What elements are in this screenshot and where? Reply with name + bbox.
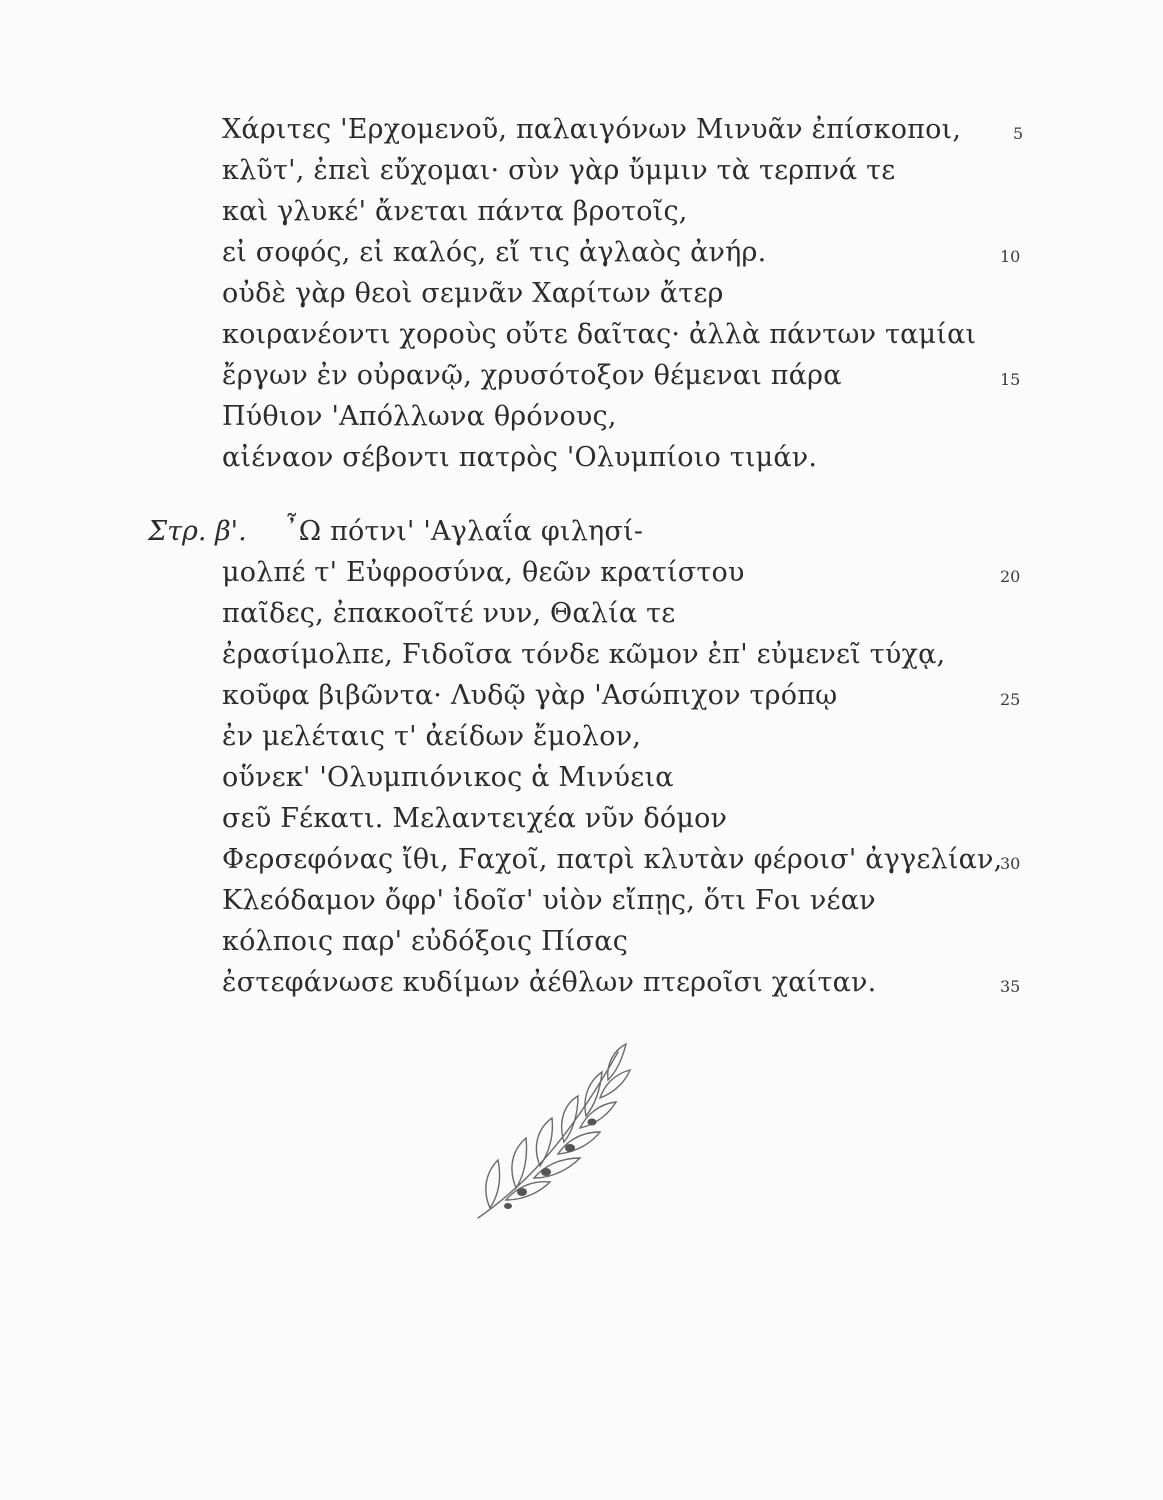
verse-line: καὶ γλυκέ' ἄνεται πάντα βροτοῖς, [222, 196, 688, 227]
verse-line: ἐρασίμολπε, Ϝιδοῖσα τόνδε κῶμον ἐπ' εὐμενεῖ τύχᾳ, [222, 639, 946, 670]
verse-line: Κλεόδαμον ὄφρ' ἰδοῖσ' υἱὸν εἴπῃς, ὅτι Ϝοι νέαν [222, 885, 876, 916]
verse-line: αἰέναον σέβοντι πατρὸς 'Ολυμπίοιο τιμάν. [222, 442, 818, 473]
show-through-text [470, 482, 481, 507]
verse-line: κοῦφα βιβῶντα· Λυδῷ γὰρ 'Ασώπιχον τρόπῳ [222, 680, 838, 711]
verse-line: μολπέ τ' Εὐφροσύνα, θεῶν κρατίστου [222, 557, 745, 588]
line-number: 25 [1000, 690, 1021, 709]
verse-line: ῏Ω πότνι' 'Αγλαΐα φιλησί- [285, 516, 644, 547]
line-number: 15 [1000, 370, 1021, 389]
verse-line: εἰ σοφός, εἰ καλός, εἴ τις ἀγλαὸς ἀνήρ. [222, 237, 767, 268]
verse-line: παῖδες, ἐπακοοῖτέ νυν, Θαλία τε [222, 598, 676, 629]
verse-line: Πύθιον 'Απόλλωνα θρόνους, [222, 401, 617, 432]
verse-line: ἐστεφάνωσε κυδίμων ἀέθλων πτεροῖσι χαίταν. [222, 967, 877, 998]
verse-line: ἐν μελέταις τ' ἀείδων ἔμολον, [222, 721, 642, 752]
olive-branch-icon [468, 1040, 658, 1230]
verse-line: οὐδὲ γὰρ θεοὶ σεμνᾶν Χαρίτων ἄτερ [222, 278, 724, 309]
verse-line: ἔργων ἐν οὐρανῷ, χρυσότοξον θέμεναι πάρα [222, 360, 842, 391]
verse-line: οὕνεκ' 'Ολυμπιόνικος ἁ Μινύεια [222, 762, 674, 793]
verse-line: σεῦ Ϝέκατι. Μελαντειχέα νῦν δόμον [222, 803, 728, 834]
verse-line: κλῦτ', ἐπεὶ εὔχομαι· σὺν γὰρ ὔμμιν τὰ τερπνά τε [222, 155, 896, 186]
line-number: 35 [1000, 977, 1021, 996]
line-number: 10 [1000, 247, 1021, 266]
verse-line: κοιρανέοντι χοροὺς οὔτε δαῖτας· ἀλλὰ πάντων ταμίαι [222, 319, 977, 350]
line-number: 20 [1000, 567, 1021, 586]
strophe-label: Στρ. β'. [148, 516, 247, 547]
line-number: 5 [1013, 124, 1024, 143]
verse-line: κόλποις παρ' εὐδόξοις Πίσας [222, 926, 629, 957]
line-number: 30 [1000, 854, 1021, 873]
verse-line: Φερσεφόνας ἴθι, Ϝαχοῖ, πατρὶ κλυτὰν φέροισ' ἀγγελίαν, [222, 844, 1003, 875]
verse-line: Χάριτες 'Ερχομενοῦ, παλαιγόνων Μινυᾶν ἐπίσκοποι, [222, 114, 962, 145]
